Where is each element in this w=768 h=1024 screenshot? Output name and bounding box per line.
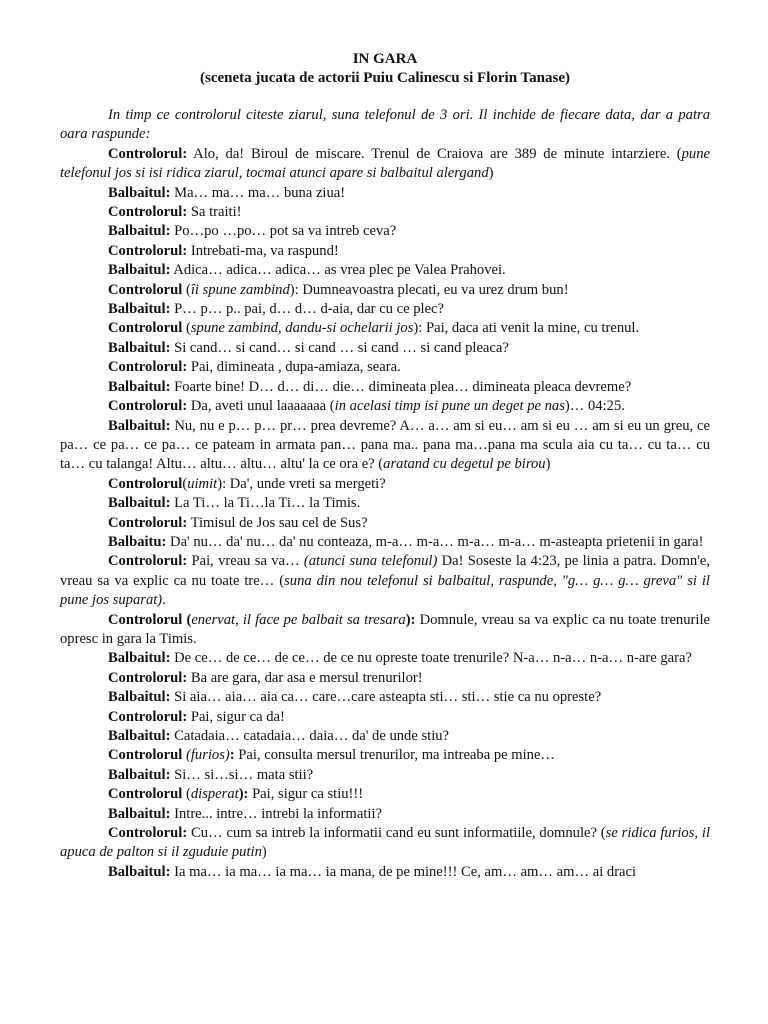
- speaker-label: Balbaitul:: [108, 184, 171, 201]
- dialogue-line: [60, 378, 710, 397]
- line-text: Alo, da! Biroul de miscare. Trenul de Craiova are 389 de minute intarziere. (: [187, 145, 682, 162]
- speaker-label: Controlorul (: [108, 611, 192, 628]
- line-text: Sa traiti!: [187, 204, 242, 221]
- speaker-label: Controlorul: [108, 281, 183, 298]
- dialogue-line: [60, 669, 710, 688]
- stage-direction-text: îi spune zambind: [190, 281, 290, 298]
- dialogue-line: [60, 417, 710, 475]
- line-text: Pai, consulta mersul trenurilor, ma intreaba pe mine…: [234, 747, 556, 764]
- dialogue-line: [60, 475, 710, 494]
- dialogue-line: [60, 805, 710, 824]
- speaker-label: Balbaitul:: [108, 863, 171, 880]
- line-text: La Ti… la Ti…la Ti… la Timis.: [170, 495, 361, 512]
- dialogue-line: [60, 281, 710, 300]
- line-text: Pai, sigur ca stiu!!!: [248, 786, 364, 803]
- line-text: Pai, sigur ca da!: [187, 708, 285, 725]
- speaker-label: Controlorul: [108, 320, 183, 337]
- line-text: P… p… p.. pai, d… d… d-aia, dar cu ce plec?: [170, 301, 445, 318]
- line-text: Po…po …po… pot sa va intreb ceva?: [170, 223, 397, 240]
- dialogue-line: [60, 727, 710, 746]
- speaker-label: Controlorul:: [108, 669, 188, 686]
- dialogue-body: [60, 106, 710, 882]
- line-text: Ia ma… ia ma… ia ma… ia mana, de pe mine!!! Ce, am… am… am… ai draci: [170, 863, 637, 880]
- speaker-label: Balbaitul:: [108, 223, 171, 240]
- speaker-label: Controlorul:: [108, 708, 188, 725]
- stage-direction-text: pune telefonul jos si isi ridica ziarul, tocmai atunci apare si balbaitul alergand: [60, 145, 710, 182]
- dialogue-line: [60, 358, 710, 377]
- speaker-label: :: [229, 747, 235, 764]
- line-text: Da' nu… da' nu… da' nu conteaza, m-a… m-a… m-a… m-a… m-asteapta prietenii in gara!: [166, 533, 704, 550]
- speaker-label: Balbaitul:: [108, 689, 171, 706]
- speaker-label: Controlorul:: [108, 553, 188, 570]
- line-text: ): [545, 456, 551, 473]
- speaker-label: Balbaitul:: [108, 301, 171, 318]
- dialogue-line: [60, 611, 710, 650]
- page-title: IN GARA: [352, 51, 418, 67]
- line-text: Timisul de Jos sau cel de Sus?: [187, 514, 368, 531]
- stage-direction-text: enervat, il face pe balbait sa tresara: [191, 611, 406, 628]
- dialogue-line: [60, 397, 710, 416]
- line-text: )… 04:25.: [564, 398, 625, 415]
- line-text: .: [162, 592, 166, 609]
- dialogue-line: [60, 261, 710, 280]
- speaker-label: Balbaitul:: [108, 378, 171, 395]
- stage-direction-text: uimit: [187, 475, 218, 492]
- dialogue-line: [60, 514, 710, 533]
- line-text: ): Pai, daca ati venit la mine, cu trenul.: [413, 320, 640, 337]
- speaker-label: Controlorul:: [108, 145, 188, 162]
- speaker-label: Balbaitul:: [108, 650, 171, 667]
- stage-direction-text: (atunci suna telefonul): [303, 553, 438, 570]
- dialogue-line: [60, 300, 710, 319]
- speaker-label: Balbaitul:: [108, 805, 171, 822]
- speaker-label: Balbaitul:: [108, 339, 171, 356]
- stage-direction-text: se ridica furios, il apuca de palton si il zguduie putin: [60, 825, 710, 861]
- line-text: Intre... intre… intrebi la informatii?: [170, 805, 382, 822]
- speaker-label: Controlorul:: [108, 242, 188, 259]
- speaker-label: Controlorul:: [108, 398, 188, 415]
- speaker-label: Controlorul:: [108, 359, 188, 376]
- line-text: (: [182, 281, 191, 298]
- line-text: Foarte bine! D… d… di… die… dimineata plea… dimineata pleaca devreme?: [170, 378, 632, 395]
- line-text: Ba are gara, dar asa e mersul trenurilor!: [187, 669, 423, 686]
- speaker-label: Balbaitu:: [108, 533, 167, 550]
- line-text: ): Dumneavoastra plecati, eu va urez drum bun!: [289, 281, 569, 298]
- speaker-label: Balbaitul:: [108, 495, 171, 512]
- line-text: (: [182, 786, 191, 803]
- line-text: Si… si…si… mata stii?: [170, 766, 314, 783]
- speaker-label: Controlorul: [108, 747, 183, 764]
- dialogue-line: [60, 339, 710, 358]
- dialogue-line: [60, 824, 710, 863]
- stage-direction-text: disperat: [190, 786, 239, 803]
- speaker-label: Controlorul:: [108, 204, 188, 221]
- line-text: Cu… cum sa intreb la informatii cand eu sunt informatiile, domnule? (: [187, 825, 606, 842]
- speaker-label: Balbaitul:: [108, 417, 171, 434]
- page-subtitle: (sceneta jucata de actorii Puiu Calinescu si Florin Tanase): [200, 70, 570, 86]
- line-text: Ma… ma… ma… buna ziua!: [170, 184, 346, 201]
- line-text: Si cand… si cand… si cand … si cand … si cand pleaca?: [170, 339, 509, 356]
- dialogue-line: [60, 649, 710, 668]
- dialogue-line: [60, 184, 710, 203]
- stage-direction-text: spune zambind, dandu-si ochelarii jos: [190, 320, 414, 337]
- line-text: ): [488, 165, 494, 182]
- line-text: Nu, nu e p… p… pr… prea devreme? A… a… am si eu… am si eu … am si eu un greu, ce pa… ce pa… ce pa… ce pateam in armata pan… pana ma.. pana ma…pana ma scula aia cu ta… cu ta… cu ta… cu talanga! Altu… altu… altu… altu' la ce ora e? (: [60, 417, 710, 473]
- line-text: Da, aveti unul laaaaaaa (: [187, 398, 335, 415]
- stage-direction-text: in acelasi timp isi pune un deget pe nas: [334, 398, 565, 415]
- speaker-label: Controlorul:: [108, 825, 188, 842]
- dialogue-line: [60, 242, 710, 261]
- dialogue-line: [60, 863, 710, 882]
- line-text: Catadaia… catadaia… daia… da' de unde stiu?: [170, 728, 450, 744]
- speaker-label: ):: [405, 611, 416, 628]
- dialogue-line: [60, 533, 710, 552]
- stage-direction-text: In timp ce controlorul citeste ziarul, suna telefonul de 3 ori. Il inchide de fiecare data, dar a patra oara raspunde:: [60, 107, 710, 143]
- line-text: Intrebati-ma, va raspund!: [187, 242, 339, 259]
- line-text: De ce… de ce… de ce… de ce nu opreste toate trenurile? N-a… n-a… n-a… n-are gara?: [170, 650, 692, 667]
- stage-direction-text: (furios): [185, 747, 230, 764]
- speaker-label: Controlorul:: [108, 514, 188, 531]
- line-text: Si aia… aia… aia ca… care…care asteapta sti… sti… stie ca nu opreste?: [170, 689, 602, 706]
- speaker-label: Balbaitul:: [108, 766, 171, 783]
- line-text: (: [182, 475, 188, 492]
- line-text: (: [182, 320, 191, 337]
- dialogue-line: [60, 222, 710, 241]
- stage-direction-text: aratand cu degetul pe birou: [383, 456, 546, 473]
- line-text: ): Da', unde vreti sa mergeti?: [217, 475, 386, 492]
- line-text: Domnule, vreau sa va explic ca nu toate trenurile opresc in gara la Timis.: [60, 611, 710, 647]
- dialogue-line: [60, 746, 710, 765]
- line-text: Adica… adica… adica… as vrea plec pe Valea Prahovei.: [170, 262, 506, 279]
- stage-direction-text: suna din nou telefonul si balbaitul, raspunde, "g… g… g… greva" si il pune jos suparat): [60, 572, 710, 609]
- stage-direction: [60, 106, 710, 145]
- speaker-label: Controlorul: [108, 475, 183, 492]
- speaker-label: Balbaitul:: [108, 728, 171, 744]
- line-text: Pai, dimineata , dupa-amiaza, seara.: [187, 359, 401, 376]
- dialogue-line: [60, 145, 710, 184]
- dialogue-line: [60, 785, 710, 804]
- dialogue-line: [60, 494, 710, 513]
- line-text: Pai, vreau sa va…: [187, 553, 304, 570]
- dialogue-line: [60, 688, 710, 707]
- speaker-label: ):: [238, 786, 249, 803]
- dialogue-line: [60, 766, 710, 785]
- dialogue-line: [60, 552, 710, 610]
- dialogue-line: [60, 203, 710, 222]
- speaker-label: Controlorul: [108, 786, 183, 803]
- dialogue-line: [60, 708, 710, 727]
- dialogue-line: [60, 319, 710, 338]
- line-text: ): [261, 844, 267, 861]
- speaker-label: Balbaitul:: [108, 262, 171, 279]
- line-text: Da! Soseste la 4:23, pe linia a patra. Domn'e, vreau sa va explic ca nu toate tre… (: [60, 553, 710, 589]
